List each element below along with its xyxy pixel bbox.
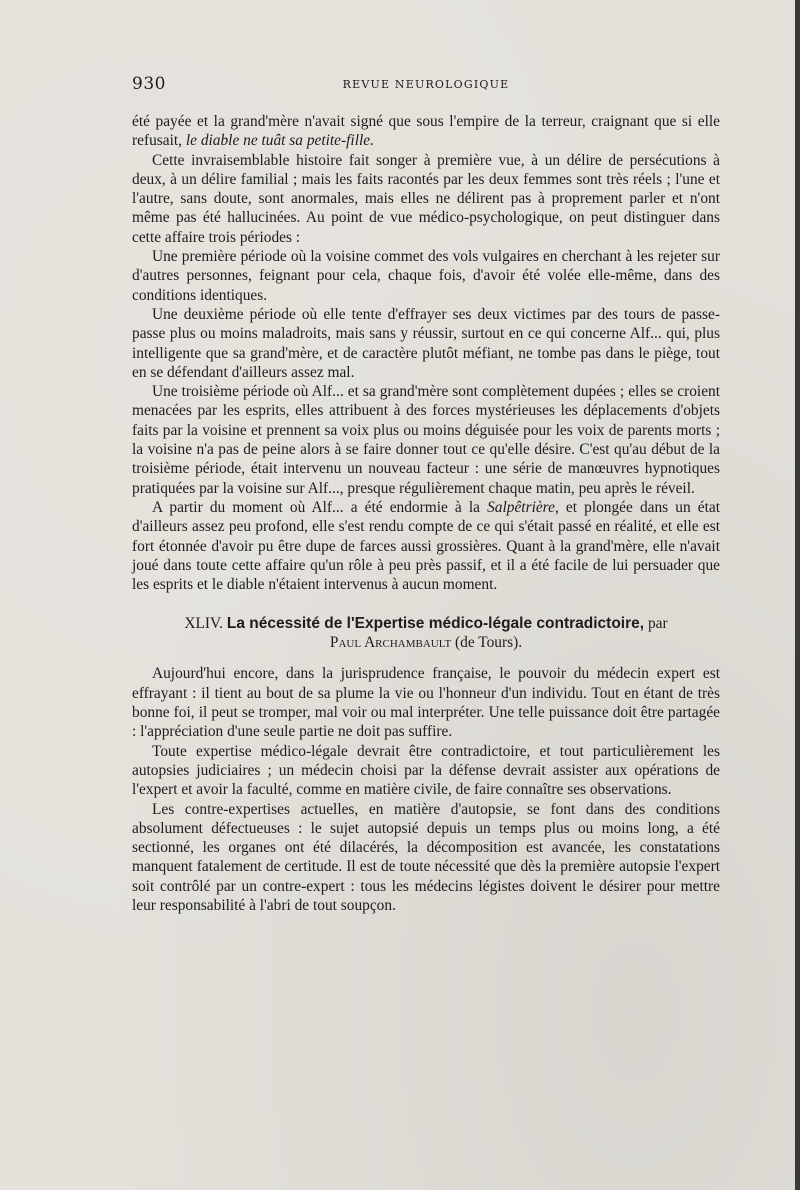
italic-text: Salpêtrière: [487, 498, 555, 516]
paragraph: Une deuxième période où elle tente d'effrayer ses deux victimes par des tours de passe-passe plus ou moins maladroits, mais sans y réussir, surtout en ce qui concerne Alf... qui, plus intelligente que sa grand'mère, et de caractère plutôt méfiant, ne tombe pas dans le piège, tout en se défendant d'ailleurs assez mal.: [132, 305, 720, 381]
page-header: [132, 74, 720, 96]
paragraph: Toute expertise médico-légale devrait être contradictoire, et tout particulièrement les autopsies judiciaires ; un médecin choisi par la défense devrait assister aux opérations de l'expert et avoir la faculté, comme en matière civile, de faire connaître ses observations.: [132, 742, 720, 799]
text-run: , et plongée dans un état d'ailleurs assez peu profond, elle s'est rendu compte de ce qui s'était passé en réalité, et elle est fort étonnée d'avoir pu être dupe de farces aussi grossières. Quant à la grand'mère, elle n'avait joué dans toute cette affaire qu'un rôle à peu près passif, et il a été facile de lui persuader que les esprits et le diable n'étaient intervenus à aucun moment.: [132, 498, 720, 594]
section-par: par: [647, 615, 668, 633]
author-place: (de Tours).: [455, 634, 523, 652]
page-number: 930: [132, 74, 166, 94]
section-title: La nécessité de l'Expertise médico-légale contradictoire,: [226, 615, 645, 633]
running-title: REVUE NEUROLOGIQUE: [342, 78, 510, 91]
paragraph: Aujourd'hui encore, dans la jurisprudence française, le pouvoir du médecin expert est effrayant : il tient au bout de sa plume la vie ou l'honneur d'un individu. Tout en étant de très bonne foi, il peut se tromper, mal voir ou mal interpréter. Une telle puissance doit être partagée : l'appréciation d'une seule partie ne doit pas suffire.: [132, 665, 720, 741]
section-heading: [132, 614, 720, 633]
section-number: XLIV.: [184, 615, 224, 633]
text-run: A partir du moment où Alf... a été endormie à la: [152, 498, 488, 516]
body-text: [132, 112, 720, 915]
text-run: été payée et la grand'mère n'avait signé que sous l'empire de la terreur, craignant que si elle refusait,: [132, 113, 720, 150]
paragraph: Une troisième période où Alf... et sa grand'mère sont complètement dupées ; elles se croient menacées par les esprits, elles attribuent à des forces mystérieuses les déplacements d'objets faits par la voisine et prennent sa voix plus ou moins déguisée pour les voix de parents morts ; la voisine n'a pas de peine alors à se faire donner tout ce qu'elle désire. C'est qu'au début de la troisième période, était intervenu un nouveau facteur : une série de manœuvres hypnotiques pratiquées par la voisine sur Alf..., presque régulièrement chaque matin, peu après le réveil.: [132, 383, 720, 497]
paragraph: Une première période où la voisine commet des vols vulgaires en cherchant à les rejeter sur d'autres personnes, feignant pour cela, chaque fois, d'avoir été volée elle-même, dans des conditions identiques.: [132, 248, 720, 304]
paragraph: Les contre-expertises actuelles, en matière d'autopsie, se font dans des conditions absolument défectueuses : le sujet autopsié depuis un temps plus ou moins long, a été sectionné, les organes ont été dilacérés, la décomposition est avancée, les constatations manquent fatalement de certitude. Il est de toute nécessité que dès la première autopsie l'expert soit contrôlé par un contre-expert : tous les médecins légistes doivent le désirer pour mettre leur responsabilité à l'abri de tout soupçon.: [132, 800, 720, 914]
paragraph: Cette invraisemblable histoire fait songer à première vue, à un délire de persécutions à deux, à un délire familial ; mais les faits racontés par les deux femmes sont très réels ; l'une et l'autre, sans doute, sont anormales, mais elles ne délirent pas à proprement parler et n'ont même pas été hallucinées. Au point de vue médico-psychologique, on peut distinguer dans cette affaire trois périodes :: [132, 151, 720, 246]
italic-text: le diable ne tuât sa petite-fille.: [185, 132, 374, 150]
paragraph: [132, 498, 720, 594]
paragraph: [132, 112, 720, 151]
author-line: [132, 633, 720, 652]
author-name: Paul Archambault: [329, 634, 452, 652]
